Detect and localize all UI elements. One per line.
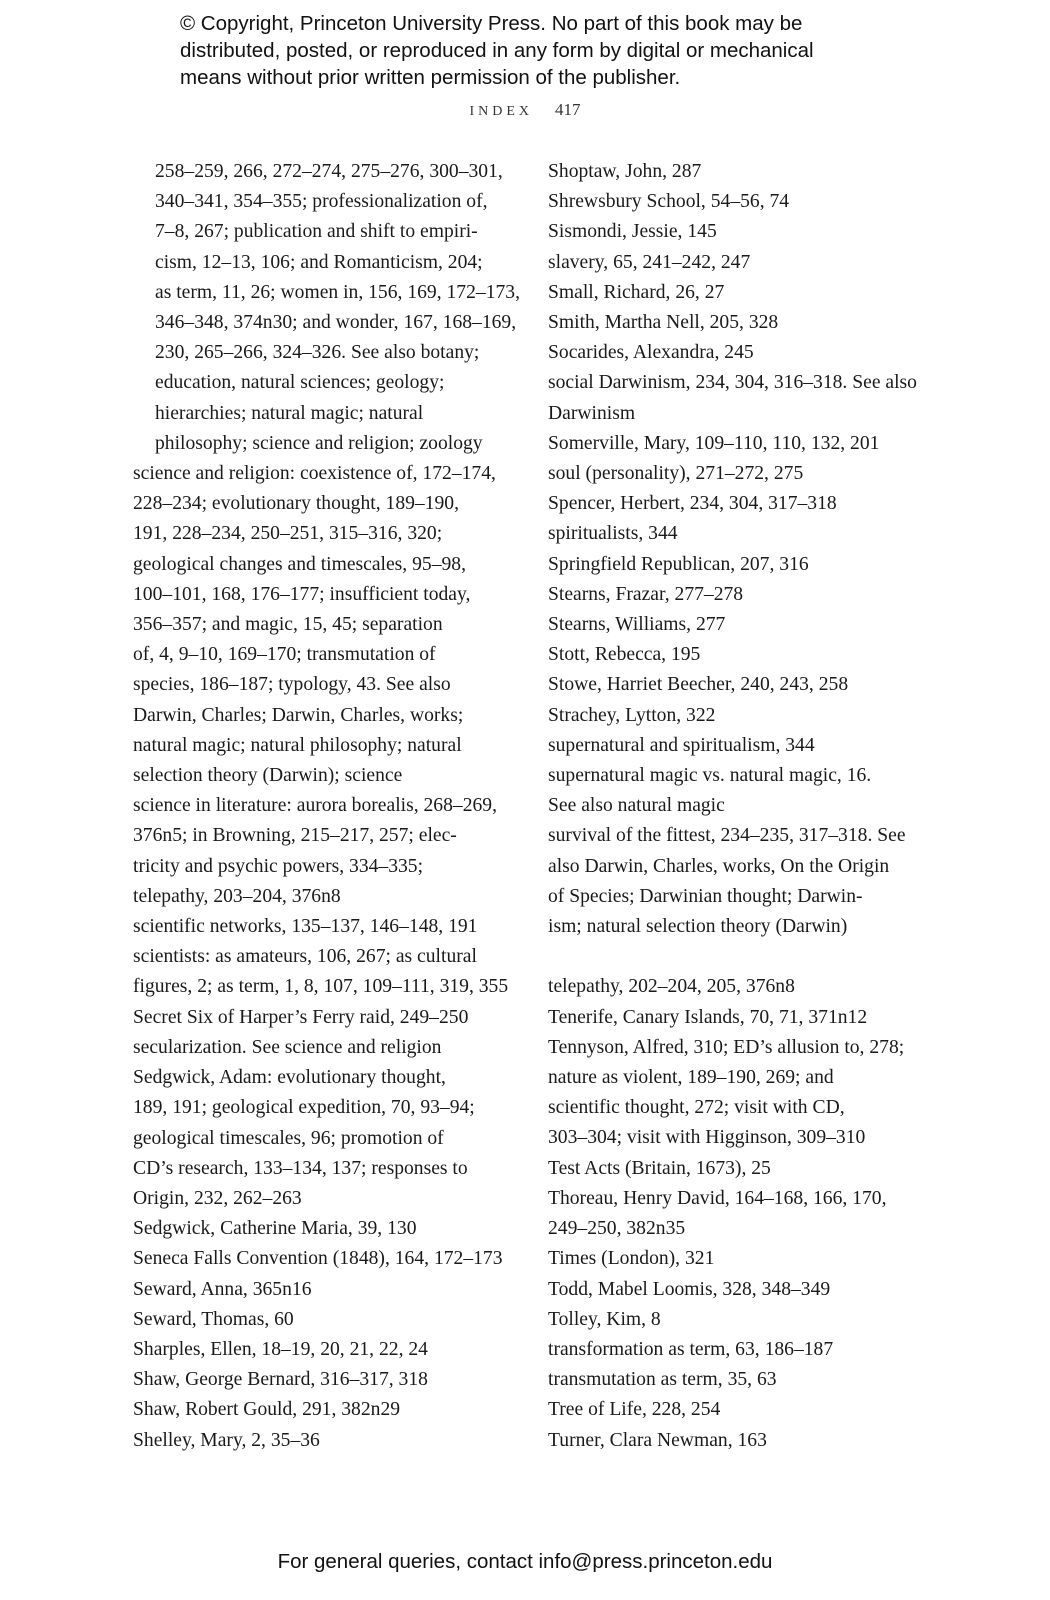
index-entry	[548, 761, 928, 821]
index-entry-line: supernatural and spiritualism, 344	[548, 734, 815, 756]
index-entry-line: secularization. See science and religion	[133, 1036, 442, 1058]
index-entry-line: philosophy; science and religion; zoology	[155, 432, 483, 454]
index-entry	[133, 912, 513, 942]
index-entry	[133, 459, 513, 791]
index-entry-line: selection theory (Darwin); science	[133, 765, 403, 787]
index-entry-line: supernatural magic vs. natural magic, 16.	[548, 765, 872, 787]
index-entry	[548, 580, 928, 610]
index-entry-line: of, 4, 9–10, 169–170; transmutation of	[133, 644, 436, 666]
index-entry-line: transmutation as term, 35, 63	[548, 1369, 777, 1391]
index-entry-line: education, natural sciences; geology;	[155, 372, 445, 394]
index-entry-line: Sedgwick, Catherine Maria, 39, 130	[133, 1218, 417, 1240]
index-entry-line: telepathy, 202–204, 205, 376n8	[548, 976, 795, 998]
index-entry-line: 189, 191; geological expedition, 70, 93–94;	[133, 1097, 475, 1119]
index-entry-line: Shoptaw, John, 287	[548, 161, 702, 182]
index-entry-line: transformation as term, 63, 186–187	[548, 1338, 834, 1360]
index-entry	[133, 1426, 513, 1456]
index-entry-line: Stearns, Frazar, 277–278	[548, 583, 744, 605]
index-entry	[133, 1214, 513, 1244]
index-entry	[548, 429, 928, 459]
index-entry-line: social Darwinism, 234, 304, 316–318. See also	[548, 372, 917, 394]
index-entry	[133, 942, 513, 1002]
index-entry-line: 230, 265–266, 324–326. See also botany;	[155, 342, 480, 364]
index-entry	[548, 519, 928, 549]
index-entry-line: survival of the fittest, 234–235, 317–318. See	[548, 825, 906, 847]
index-entry	[548, 308, 928, 338]
index-entry-line: Seneca Falls Convention (1848), 164, 172–173	[133, 1248, 503, 1270]
index-entry-line: natural magic; natural philosophy; natural	[133, 734, 462, 756]
index-entry-line: Tennyson, Alfred, 310; ED’s allusion to, 278;	[548, 1036, 905, 1058]
index-entry	[133, 1033, 513, 1063]
index-entry-line: Spencer, Herbert, 234, 304, 317–318	[548, 493, 837, 515]
index-entry	[548, 157, 928, 187]
index-entry	[548, 489, 928, 519]
index-entry	[548, 1395, 928, 1425]
index-entry-line: Origin, 232, 262–263	[133, 1187, 302, 1209]
index-entry-line: geological changes and timescales, 95–98,	[133, 553, 466, 575]
index-entry	[548, 610, 928, 640]
index-entry-line: as term, 11, 26; women in, 156, 169, 172–173,	[155, 281, 520, 303]
index-entry-line: See also natural magic	[548, 795, 725, 817]
index-entry-line: Todd, Mabel Loomis, 328, 348–349	[548, 1278, 831, 1300]
index-entry	[548, 1275, 928, 1305]
index-entry-line: Sismondi, Jessie, 145	[548, 221, 717, 243]
index-entry-line: Turner, Clara Newman, 163	[548, 1429, 767, 1451]
index-entry-line: scientific thought, 272; visit with CD,	[548, 1097, 845, 1119]
index-entry-line: Secret Six of Harper’s Ferry raid, 249–250	[133, 1006, 469, 1028]
index-entry	[548, 1184, 928, 1244]
index-entry	[548, 1305, 928, 1335]
index-entry	[133, 1365, 513, 1395]
index-entry-line: Sedgwick, Adam: evolutionary thought,	[133, 1067, 446, 1089]
index-entry-line: soul (personality), 271–272, 275	[548, 463, 804, 485]
index-entry-line: Tenerife, Canary Islands, 70, 71, 371n12	[548, 1006, 868, 1028]
running-head-title: INDEX	[469, 104, 534, 119]
index-entry-line: Shaw, Robert Gould, 291, 382n29	[133, 1399, 401, 1421]
index-entry-line: scientists: as amateurs, 106, 267; as cultural	[133, 946, 477, 968]
index-entry-line: Tolley, Kim, 8	[548, 1308, 661, 1330]
index-entry	[548, 187, 928, 217]
index-entry-line: 191, 228–234, 250–251, 315–316, 320;	[133, 523, 443, 545]
index-entry	[548, 217, 928, 247]
index-entry	[548, 248, 928, 278]
index-entry-line: Times (London), 321	[548, 1248, 715, 1270]
index-entry	[548, 1244, 928, 1274]
index-entry-line: species, 186–187; typology, 43. See also	[133, 674, 451, 696]
index-entry	[133, 1275, 513, 1305]
index-entry	[548, 640, 928, 670]
index-entry-line: 100–101, 168, 176–177; insufficient today,	[133, 583, 471, 605]
index-entry	[548, 821, 928, 942]
index-entry	[548, 731, 928, 761]
index-entry-line: Shelley, Mary, 2, 35–36	[133, 1429, 320, 1451]
index-entry-line: 228–234; evolutionary thought, 189–190,	[133, 493, 459, 515]
index-entry	[548, 1003, 928, 1033]
copyright-line: distributed, posted, or reproduced in any form by digital or mechanical	[180, 39, 814, 62]
index-entry	[133, 157, 520, 459]
index-entry-line: CD’s research, 133–134, 137; responses to	[133, 1157, 468, 1179]
index-entry-line: Strachey, Lytton, 322	[548, 704, 716, 726]
index-entry-line: Stearns, Williams, 277	[548, 614, 726, 636]
index-entry	[548, 972, 928, 1002]
index-entry-line: 258–259, 266, 272–274, 275–276, 300–301,	[155, 161, 503, 182]
index-entry-line: spiritualists, 344	[548, 523, 678, 545]
index-entry	[133, 1335, 513, 1365]
index-entry	[548, 368, 928, 428]
index-entry-line: scientific networks, 135–137, 146–148, 191	[133, 916, 478, 938]
index-entry-line: Stott, Rebecca, 195	[548, 644, 701, 666]
index-entry-line: Shaw, George Bernard, 316–317, 318	[133, 1369, 428, 1391]
index-entry	[548, 1365, 928, 1395]
index-entry-line: Springfield Republican, 207, 316	[548, 553, 809, 575]
index-entry-line: Test Acts (Britain, 1673), 25	[548, 1157, 771, 1179]
index-entry-line: 303–304; visit with Higginson, 309–310	[548, 1127, 866, 1149]
copyright-line: © Copyright, Princeton University Press. No part of this book may be	[180, 12, 803, 35]
index-entry-line: of Species; Darwinian thought; Darwin-	[548, 885, 863, 907]
index-entry-line: 7–8, 267; publication and shift to empiri-	[155, 221, 478, 243]
index-entry	[133, 1395, 513, 1425]
index-entry-line: slavery, 65, 241–242, 247	[548, 251, 751, 273]
copyright-line: means without prior written permission of the publisher.	[180, 66, 681, 89]
running-head	[0, 100, 1050, 120]
index-entry	[133, 1063, 513, 1214]
index-entry-line: also Darwin, Charles, works, On the Origin	[548, 855, 890, 877]
index-entry	[133, 791, 513, 912]
letter-gap	[548, 942, 928, 972]
index-entry-line: cism, 12–13, 106; and Romanticism, 204;	[155, 251, 483, 273]
index-entry-line: Tree of Life, 228, 254	[548, 1399, 721, 1421]
index-entry-line: Somerville, Mary, 109–110, 110, 132, 201	[548, 432, 880, 454]
index-entry	[548, 1335, 928, 1365]
index-entry-line: Darwin, Charles; Darwin, Charles, works;	[133, 704, 464, 726]
index-entry	[548, 1033, 928, 1154]
index-entry	[548, 459, 928, 489]
index-entry-line: 340–341, 354–355; professionalization of,	[155, 191, 488, 213]
index-entry	[133, 1244, 513, 1274]
index-entry-line: geological timescales, 96; promotion of	[133, 1127, 444, 1149]
index-entry-line: Thoreau, Henry David, 164–168, 166, 170,	[548, 1187, 887, 1209]
index-entry-line: Stowe, Harriet Beecher, 240, 243, 258	[548, 674, 849, 696]
index-entry-line: Darwinism	[548, 402, 636, 424]
index-entry-line: Sharples, Ellen, 18–19, 20, 21, 22, 24	[133, 1338, 428, 1360]
index-entry-line: 346–348, 374n30; and wonder, 167, 168–169,	[155, 312, 517, 334]
footer-contact: For general queries, contact info@press.princeton.edu	[277, 1550, 773, 1573]
index-entry-line: nature as violent, 189–190, 269; and	[548, 1067, 834, 1089]
index-entry	[548, 338, 928, 368]
index-entry	[133, 1003, 513, 1033]
page-number: 417	[555, 100, 581, 119]
index-entry-line: ism; natural selection theory (Darwin)	[548, 916, 848, 938]
index-entry-line: tricity and psychic powers, 334–335;	[133, 855, 424, 877]
index-entry	[133, 1305, 513, 1335]
index-entry-line: Shrewsbury School, 54–56, 74	[548, 191, 790, 213]
index-entry	[548, 1154, 928, 1184]
copyright-notice	[180, 10, 940, 91]
index-entry-line: Small, Richard, 26, 27	[548, 281, 725, 303]
index-entry-line: 356–357; and magic, 15, 45; separation	[133, 614, 443, 636]
index-column-left	[133, 157, 520, 1456]
index-entry-line: telepathy, 203–204, 376n8	[133, 885, 341, 907]
index-entry-line: Smith, Martha Nell, 205, 328	[548, 312, 779, 334]
index-entry-line: 376n5; in Browning, 215–217, 257; elec-	[133, 825, 457, 847]
index-entry	[548, 278, 928, 308]
index-entry-line: science in literature: aurora borealis, 268–269,	[133, 795, 497, 817]
index-column-right	[548, 157, 928, 1456]
index-entry-line: Socarides, Alexandra, 245	[548, 342, 754, 364]
index-entry	[548, 1426, 928, 1456]
index-entry-line: Seward, Thomas, 60	[133, 1308, 294, 1330]
index-entry-line: figures, 2; as term, 1, 8, 107, 109–111, 319, 355	[133, 976, 509, 998]
index-entry	[548, 701, 928, 731]
index-entry-line: 249–250, 382n35	[548, 1218, 686, 1240]
index-entry-line: Seward, Anna, 365n16	[133, 1278, 312, 1300]
index-entry	[548, 550, 928, 580]
index-entry-line: hierarchies; natural magic; natural	[155, 402, 424, 424]
index-entry-line: science and religion: coexistence of, 172–174,	[133, 463, 496, 485]
index-entry	[548, 670, 928, 700]
